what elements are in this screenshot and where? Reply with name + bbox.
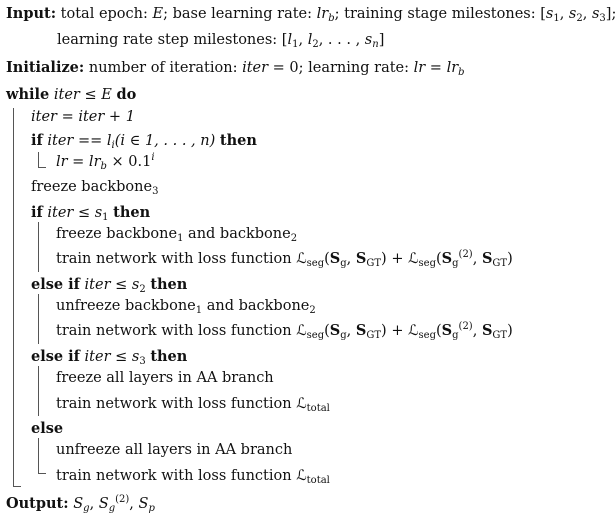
train-loss-text-1: train network with loss function <box>56 251 297 267</box>
while-condition: iter ≤ E <box>53 87 112 103</box>
elif-s2-bar <box>38 294 39 344</box>
elif-s3-bar <box>38 366 39 416</box>
freeze-backbone3-text: freeze backbone <box>31 179 153 195</box>
if-s1-condition: iter ≤ s <box>47 205 103 221</box>
freeze-backbone1-text: freeze backbone <box>56 226 178 242</box>
while-body-bar <box>13 108 14 486</box>
else-line: else <box>31 420 64 437</box>
if-lr-condition-sub: i <box>111 140 115 151</box>
lr-milestones-close: ] <box>378 32 385 48</box>
input-text-4: ]; <box>605 6 616 22</box>
freeze-backbone12-line: freeze backbone$_1$ and backbone$_2$ <box>56 226 298 244</box>
unfreeze-backbone2-text: and backbone <box>202 298 310 314</box>
if-lr-end <box>38 167 46 168</box>
freeze-backbone3-line <box>31 180 158 195</box>
if-s1-keyword: if <box>31 204 43 221</box>
train-loss-line-3: train network with loss function ℒ$_{total}$ <box>56 396 330 414</box>
train-loss-text-2: train network with loss function <box>56 323 297 339</box>
unfreeze-backbone1-text: unfreeze backbone <box>56 298 196 314</box>
train-loss-line-1: train network with loss function $ℒ_{seg}(S_g$, $S_{GT}$) + $ℒ_{seg}(S_g^{(2)}$, $S_{GT}$) <box>56 249 513 269</box>
if-lr-condition-tail: (i ∈ 1, . . . , n) <box>114 133 216 149</box>
output-line: Output: $S_g$, $S_g^{(2)}$, $S_p$ <box>6 494 155 514</box>
base-lr-symbol: lr <box>316 6 329 22</box>
freeze-backbone3-sub: 3 <box>152 186 159 197</box>
lr-assign-sup: i <box>151 152 155 163</box>
input-line-1: Input: total epoch: E; base learning rate: $lr_b$; training stage milestones: [$s_1$, $s_2$, $s_3$]; <box>6 5 616 24</box>
total-epoch-symbol: E <box>152 6 164 22</box>
else-end <box>38 473 46 474</box>
train-loss-text-4: train network with loss function <box>56 468 297 484</box>
if-lr-line <box>31 134 257 149</box>
if-s1-then: then <box>113 204 151 221</box>
then-keyword: then <box>219 132 257 149</box>
elif-s3-condition: iter ≤ s <box>84 349 140 365</box>
elif-s3-line <box>31 350 187 365</box>
input-keyword: Input: <box>6 5 57 22</box>
initialize-keyword: Initialize: <box>6 59 85 76</box>
lr-milestones-label: learning rate step milestones: [ <box>57 32 288 48</box>
while-line <box>6 88 136 103</box>
freeze-backbone2-text: and backbone <box>183 226 291 242</box>
if-lr-bar <box>38 152 39 167</box>
initialize-line: Initialize: number of iteration: iter = 0; learning rate: lr = $lr_b$ <box>6 59 465 78</box>
input-text-1: total epoch: <box>60 6 153 22</box>
lr-assign: lr = lr <box>56 154 101 170</box>
input-line-2: learning rate step milestones: [$l_1$, $l_2$, . . . , $s_n$] <box>57 32 385 50</box>
train-loss-line-4: train network with loss function ℒ$_{total}$ <box>56 468 330 486</box>
if-s1-line <box>31 206 150 221</box>
initialize-eq0: = 0; learning rate: <box>268 60 414 76</box>
while-keyword: while <box>6 86 50 103</box>
lr-assign-mid: × 0.1 <box>106 154 152 170</box>
input-text-2: ; base learning rate: <box>163 6 317 22</box>
initialize-text: number of iteration: <box>84 60 243 76</box>
train-loss-line-2: train network with loss function $ℒ_{seg}(S_g$, $S_{GT}$) + $ℒ_{seg}(S_g^{(2)}$, $S_{GT}$) <box>56 321 513 341</box>
freeze-aa-line: freeze all layers in AA branch <box>56 370 274 386</box>
lr-var: lr <box>413 60 426 76</box>
unfreeze-aa-line: unfreeze all layers in AA branch <box>56 442 293 458</box>
lr-milestones-n: n <box>372 39 379 50</box>
iter-var: iter <box>242 60 269 76</box>
if-s1-bar <box>38 222 39 272</box>
if-lr-condition: iter == l <box>47 133 112 149</box>
output-keyword: Output: <box>6 495 69 512</box>
elif-s2-then: then <box>150 276 188 293</box>
elif-s3-then: then <box>150 348 188 365</box>
initialize-eq: = <box>425 60 447 76</box>
elif-s3-keyword: else if <box>31 348 80 365</box>
if-keyword: if <box>31 132 43 149</box>
lr-update-line <box>56 152 155 172</box>
elif-s2-sub: 2 <box>139 284 146 295</box>
train-loss-text-3: train network with loss function <box>56 396 297 412</box>
base-lr-sub: b <box>328 13 335 24</box>
elif-s2-line <box>31 278 187 293</box>
unfreeze-backbone12-line: unfreeze backbone$_1$ and backbone$_2$ <box>56 298 316 316</box>
iter-update-line: iter = iter + 1 <box>31 109 135 125</box>
elif-s2-condition: iter ≤ s <box>84 277 140 293</box>
else-bar <box>38 438 39 473</box>
elif-s3-sub: 3 <box>139 356 146 367</box>
if-s1-sub: 1 <box>102 212 109 223</box>
while-body-end <box>13 486 21 487</box>
input-text-3: ; training stage milestones: [ <box>334 6 546 22</box>
elif-s2-keyword: else if <box>31 276 80 293</box>
do-keyword: do <box>116 86 137 103</box>
lr-assign-sub: b <box>100 161 107 172</box>
